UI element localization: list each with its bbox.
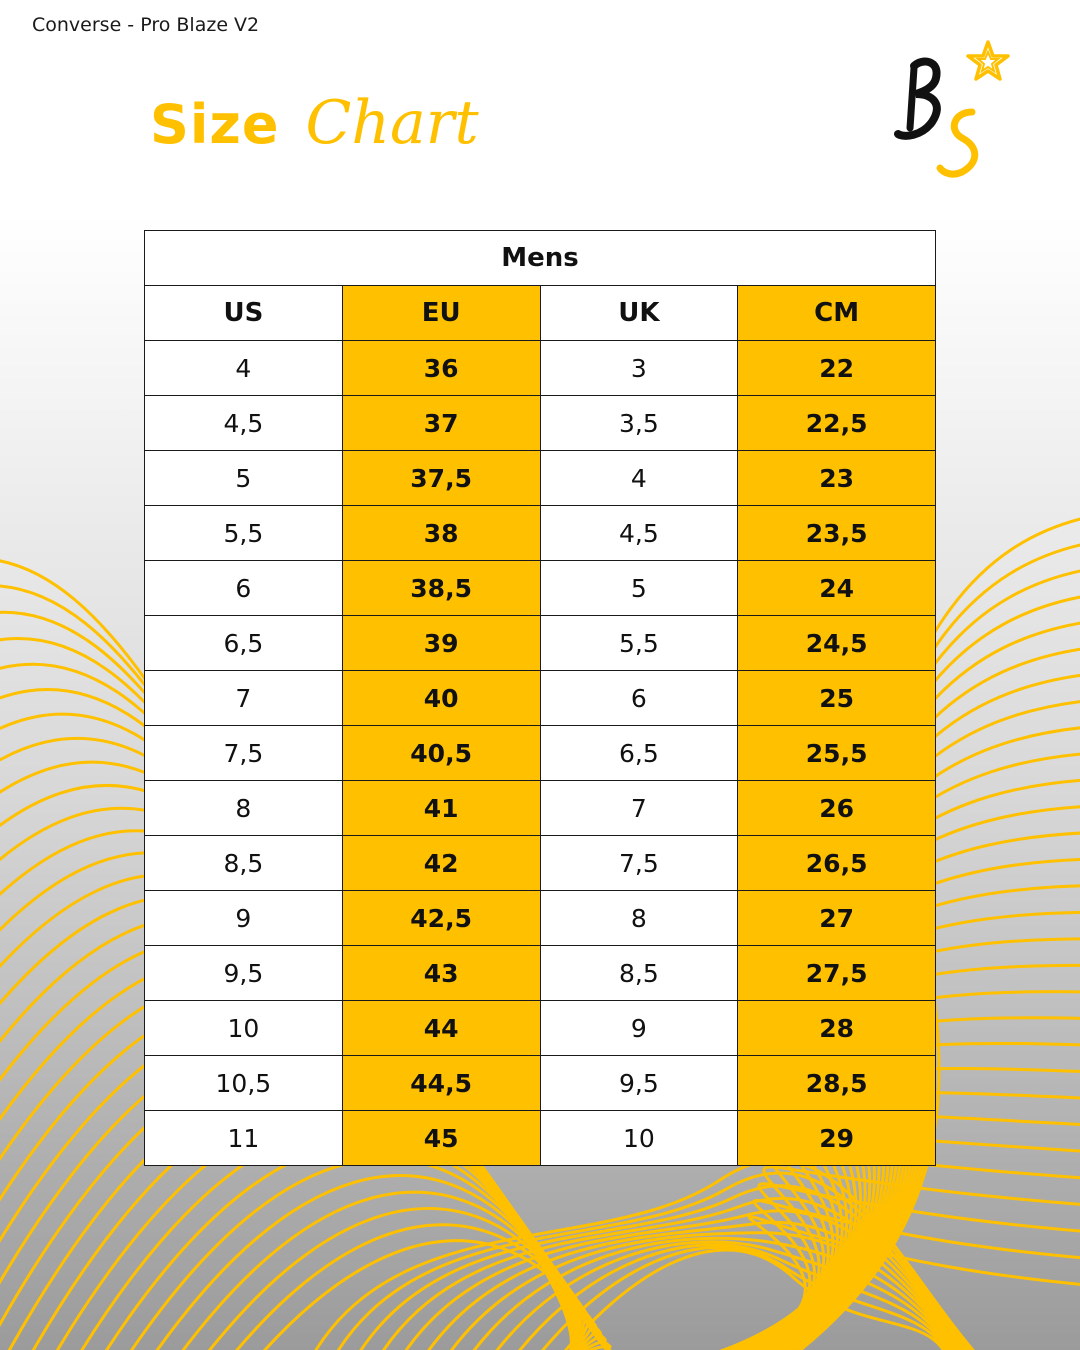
cell-us: 5 <box>145 451 343 506</box>
cell-uk: 8 <box>540 891 738 946</box>
cell-cm: 23,5 <box>738 506 936 561</box>
cell-cm: 28 <box>738 1001 936 1056</box>
cell-eu: 44 <box>342 1001 540 1056</box>
table-row <box>145 1001 936 1056</box>
cell-cm: 26 <box>738 781 936 836</box>
wave-line-left <box>23 1159 596 1350</box>
cell-cm: 24,5 <box>738 616 936 671</box>
table-row <box>145 891 936 946</box>
header-uk: UK <box>540 286 738 341</box>
cell-eu: 40,5 <box>342 726 540 781</box>
cell-uk: 7,5 <box>540 836 738 891</box>
cell-us: 4 <box>145 341 343 396</box>
cell-eu: 43 <box>342 946 540 1001</box>
table-row <box>145 341 936 396</box>
header-eu: EU <box>342 286 540 341</box>
table-row <box>145 396 936 451</box>
brand-logo <box>892 38 1010 183</box>
cell-eu: 37,5 <box>342 451 540 506</box>
cell-cm: 25,5 <box>738 726 936 781</box>
cell-uk: 5 <box>540 561 738 616</box>
cell-uk: 10 <box>540 1111 738 1166</box>
page-title <box>150 88 479 158</box>
cell-eu: 38 <box>342 506 540 561</box>
table-row <box>145 1111 936 1166</box>
cell-eu: 40 <box>342 671 540 726</box>
cell-cm: 25 <box>738 671 936 726</box>
size-chart-table <box>144 230 936 1166</box>
cell-uk: 3,5 <box>540 396 738 451</box>
cell-eu: 37 <box>342 396 540 451</box>
cell-eu: 39 <box>342 616 540 671</box>
cell-us: 8 <box>145 781 343 836</box>
cell-us: 8,5 <box>145 836 343 891</box>
cell-us: 6 <box>145 561 343 616</box>
cell-us: 10 <box>145 1001 343 1056</box>
table-row <box>145 781 936 836</box>
cell-cm: 26,5 <box>738 836 936 891</box>
cell-eu: 36 <box>342 341 540 396</box>
table-row <box>145 506 936 561</box>
cell-eu: 41 <box>342 781 540 836</box>
table-row <box>145 946 936 1001</box>
cell-eu: 45 <box>342 1111 540 1166</box>
cell-cm: 23 <box>738 451 936 506</box>
cell-us: 5,5 <box>145 506 343 561</box>
cell-uk: 9 <box>540 1001 738 1056</box>
cell-uk: 8,5 <box>540 946 738 1001</box>
cell-us: 9,5 <box>145 946 343 1001</box>
cell-us: 7 <box>145 671 343 726</box>
cell-cm: 22 <box>738 341 936 396</box>
cell-us: 4,5 <box>145 396 343 451</box>
header-us: US <box>145 286 343 341</box>
table-row <box>145 1056 936 1111</box>
header-row <box>145 286 936 341</box>
cell-cm: 24 <box>738 561 936 616</box>
cell-eu: 38,5 <box>342 561 540 616</box>
section-title: Mens <box>145 231 936 286</box>
cell-eu: 42,5 <box>342 891 540 946</box>
header-cm: CM <box>738 286 936 341</box>
table-row <box>145 451 936 506</box>
cell-uk: 4,5 <box>540 506 738 561</box>
cell-us: 9 <box>145 891 343 946</box>
cell-cm: 22,5 <box>738 396 936 451</box>
cell-uk: 3 <box>540 341 738 396</box>
cell-us: 11 <box>145 1111 343 1166</box>
cell-cm: 27,5 <box>738 946 936 1001</box>
cell-cm: 28,5 <box>738 1056 936 1111</box>
cell-us: 10,5 <box>145 1056 343 1111</box>
cell-cm: 29 <box>738 1111 936 1166</box>
table-row <box>145 616 936 671</box>
title-size: Size <box>150 93 280 156</box>
table-row <box>145 671 936 726</box>
title-chart: Chart <box>305 88 479 158</box>
cell-uk: 9,5 <box>540 1056 738 1111</box>
cell-cm: 27 <box>738 891 936 946</box>
cell-uk: 6 <box>540 671 738 726</box>
star-icon <box>968 42 1008 79</box>
product-name: Converse - Pro Blaze V2 <box>32 14 260 36</box>
cell-us: 6,5 <box>145 616 343 671</box>
table-row <box>145 836 936 891</box>
cell-uk: 5,5 <box>540 616 738 671</box>
table-row <box>145 726 936 781</box>
cell-uk: 4 <box>540 451 738 506</box>
cell-eu: 44,5 <box>342 1056 540 1111</box>
cell-uk: 7 <box>540 781 738 836</box>
table-row <box>145 561 936 616</box>
cell-eu: 42 <box>342 836 540 891</box>
cell-uk: 6,5 <box>540 726 738 781</box>
cell-us: 7,5 <box>145 726 343 781</box>
